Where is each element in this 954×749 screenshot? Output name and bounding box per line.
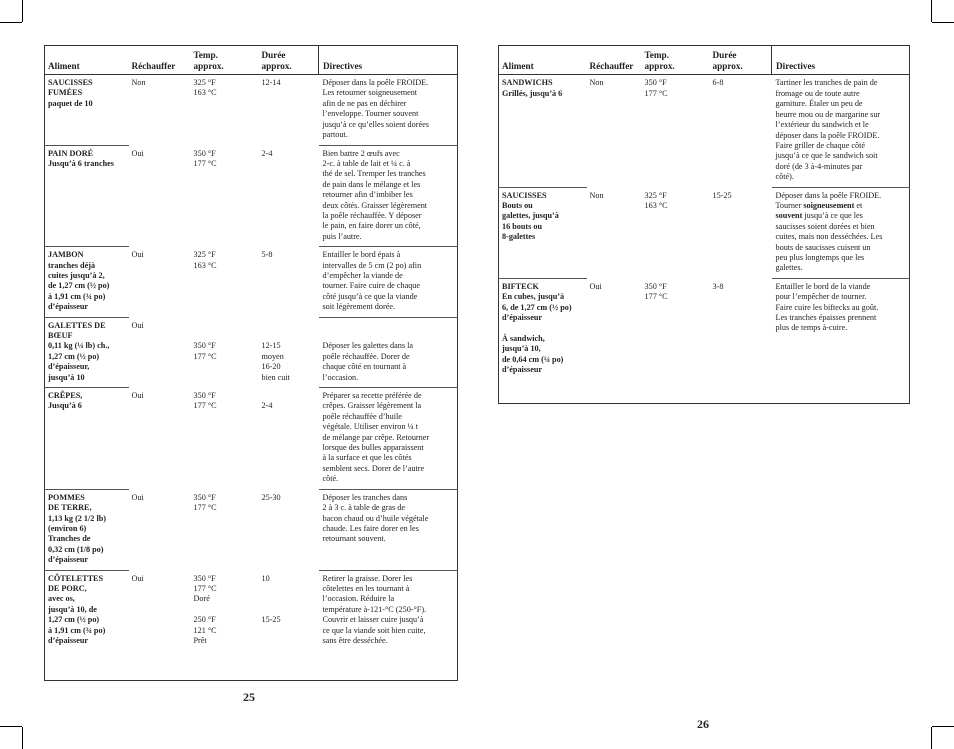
food-cell: GALETTES DE BŒUF 0,11 kg (¼ lb) ch., 1,27 cm (½ po) d’épaisseur, jusqu’à 10: [45, 317, 129, 387]
time-cell: 12-15 moyen 16-20 bien cuit: [261, 341, 290, 382]
directions-cell: Déposer les tranches dans 2 à 3 c. à table de gras de bacon chaud ou d’huile végétale chaude. Les faire dorer en les retournant souvent.: [319, 489, 458, 570]
table-row: [499, 187, 910, 278]
page-number-right: 26: [697, 717, 709, 731]
preheat-cell: Oui: [131, 148, 144, 158]
page-number-left: 25: [243, 690, 255, 704]
header-preheat: Réchauffer: [587, 46, 642, 75]
crop-mark: [22, 727, 23, 749]
directions-cell: [772, 187, 910, 278]
header-preheat: Réchauffer: [129, 46, 191, 75]
table-row: [45, 145, 458, 247]
header-temp: Temp. approx.: [642, 46, 710, 75]
preheat-cell: Oui: [131, 250, 144, 260]
table-row: [45, 75, 458, 145]
temp-cell: 350 °F 177 °C: [193, 492, 217, 513]
directions-cell: Entailler le bord épais à intervalles de 5 cm (2 po) afin d’empêcher la viande de tourner. Faire cuire de chaque côté jusqu’à ce que la viande soit légèrement dorée.: [319, 247, 458, 317]
preheat-cell: Non: [589, 78, 604, 88]
crop-mark: [0, 22, 22, 23]
food-cell: SAUCISSES FUMÉES paquet de 10: [48, 78, 93, 108]
crop-mark: [931, 0, 932, 22]
food-cell: PAIN DORÉ Jusqu’à 6 tranches: [45, 145, 129, 247]
header-temp: Temp. approx.: [191, 46, 259, 75]
preheat-cell: Non: [589, 190, 604, 200]
time-cell: 2-4: [261, 401, 273, 411]
temp-cell: 350 °F 177 °C: [644, 78, 668, 98]
temp-cell: 325 °F 163 °C: [193, 250, 217, 270]
time-cell: 10 15-25: [261, 573, 281, 625]
temp-cell: 350 °F 177 °C: [644, 281, 668, 302]
cooking-table-right: [498, 45, 910, 404]
preheat-cell: Oui: [131, 320, 144, 330]
table-row: [499, 75, 910, 187]
time-cell: 2-4: [261, 148, 273, 158]
table-filler: [499, 379, 910, 403]
temp-cell: 350 °F 177 °C Doré 250 °F 121 °C Prêt: [193, 573, 217, 645]
food-cell: JAMBON tranches déjà cuites jusqu’à 2, de 1,27 cm (½ po) à 1,91 cm (¾ po) d’épaisseur: [45, 247, 129, 317]
preheat-cell: Oui: [131, 391, 144, 401]
crop-mark: [0, 726, 22, 727]
table-filler: [45, 650, 458, 680]
crop-mark: [22, 0, 23, 22]
food-cell: BIFTECK En cubes, jusqu’à 6, de 1,27 cm (½ po) d’épaisseur À sandwich, jusqu’à 10, de 0,64 cm (¼ po) d’épaisseur: [499, 278, 587, 379]
preheat-cell: Non: [131, 78, 146, 88]
right-table-body: [499, 75, 910, 404]
temp-cell: 350 °F 177 °C: [193, 391, 217, 411]
time-cell: 12-14: [261, 78, 281, 88]
directions-cell: Déposer dans la poêle FROIDE. Les retourner soigneusement afin de ne pas en déchirer l’enveloppe. Tourner souvent jusqu’à ce qu’elles soient dorées partout.: [322, 78, 429, 140]
directions-text: soigneusement: [803, 200, 855, 210]
food-cell: CÔTELETTES DE PORC, avec os, jusqu’à 10, de 1,27 cm (½ po) à 1,91 cm (¾ po) d’épaisseur: [45, 570, 129, 650]
header-directions: Directives: [319, 46, 458, 75]
food-cell: POMMES DE TERRE, 1,13 kg (2 1/2 lb) (environ 6) Tranches de 0,32 cm (1/8 po) d’épaisseur: [45, 489, 129, 570]
temp-cell: 325 °F 163 °C: [644, 190, 668, 210]
table-row: [499, 278, 910, 379]
temp-cell: 350 °F 177 °C: [193, 341, 217, 361]
header-food: Aliment: [45, 46, 129, 75]
time-cell: 3-8: [712, 281, 724, 291]
preheat-cell: Oui: [589, 281, 602, 291]
time-cell: 5-8: [261, 250, 273, 260]
directions-cell: Tartiner les tranches de pain de fromage ou de toute autre garniture. Étaler un peu de beurre mou ou de margarine sur l’extérieur du sandwich et le déposer dans la poêle FROIDE. Faire griller de chaque côté jusqu’à ce que le sandwich soit doré (de 3 à-4-minutes par côté).: [775, 78, 881, 182]
directions-text: jusqu’à ce que les saucisses soient dorées et bien cuites, mais non desséchées. Les bouts de saucisses cuisent un peu plus longtemps que les galettes.: [775, 211, 883, 273]
directions-cell: Retirer la graisse. Dorer les côtelettes en les tournant à l’occasion. Réduire la température à-121-°C (250-°F). Couvrir et laisser cuire jusqu’à ce que la viande soit bien cuite, sans être desséchée.: [319, 570, 458, 650]
left-page: [44, 45, 458, 704]
directions-cell: Préparer sa recette préférée de crêpes. Graisser légèrement la poêle réchauffée d’huile végétale. Utiliser environ ¼ t de mélange par crêpe. Retourner lorsque des bulles apparaissent à la surface et que les côtés semblent secs. Dorer de l’autre côté.: [319, 388, 458, 490]
table-header-row: [499, 46, 910, 75]
left-table-body: [45, 75, 458, 681]
crop-mark: [932, 726, 954, 727]
food-cell: SANDWICHS Grillés, jusqu’à 6: [502, 78, 563, 98]
table-row: [45, 388, 458, 490]
directions-cell: Bien battre 2 œufs avec 2-c. à table de lait et ¼ c. à thé de sel. Tremper les tranches de pain dans le mélange et les retourner afin d’imbiber les deux côtés. Graisser légèrement la poêle réchauffée. Y déposer le pain, en faire dorer un côté, puis l’autre.: [319, 145, 458, 247]
crop-mark: [931, 727, 932, 749]
crop-mark: [932, 22, 954, 23]
directions-text: Déposer dans la poêle FROIDE. Tourner: [775, 190, 882, 210]
header-directions: Directives: [772, 46, 910, 75]
directions-cell: Déposer les galettes dans la poêle réchauffée. Dorer de chaque côté en tournant à l’occasion.: [319, 317, 458, 387]
right-page: [498, 45, 910, 731]
food-cell: CRÊPES, Jusqu’à 6: [45, 388, 129, 490]
temp-cell: 325 °F 163 °C: [193, 78, 217, 98]
header-time: Durée approx.: [710, 46, 772, 75]
table-row: [45, 247, 458, 317]
table-row: [45, 317, 458, 387]
time-cell: 6-8: [712, 78, 724, 88]
table-row: [45, 489, 458, 570]
time-cell: 15-25: [712, 190, 732, 200]
header-time: Durée approx.: [259, 46, 319, 75]
table-header-row: [45, 46, 458, 75]
directions-text: souvent: [775, 211, 803, 221]
time-cell: 25-30: [261, 492, 281, 502]
preheat-cell: Oui: [131, 573, 144, 583]
cooking-table-left: [44, 45, 458, 681]
table-row: [45, 570, 458, 650]
directions-cell: Entailler le bord de la viande pour l’empêcher de tourner. Faire cuire les biftecks au goût. Les tranches épaisses prennent plus de temps à-cuire.: [772, 278, 910, 379]
temp-cell: 350 °F 177 °C: [193, 148, 217, 168]
directions-text: et: [856, 200, 863, 210]
header-food: Aliment: [499, 46, 587, 75]
preheat-cell: Oui: [131, 492, 144, 502]
food-cell: SAUCISSES Bouts ou galettes, jusqu’à 16 bouts ou 8-galettes: [499, 187, 587, 278]
